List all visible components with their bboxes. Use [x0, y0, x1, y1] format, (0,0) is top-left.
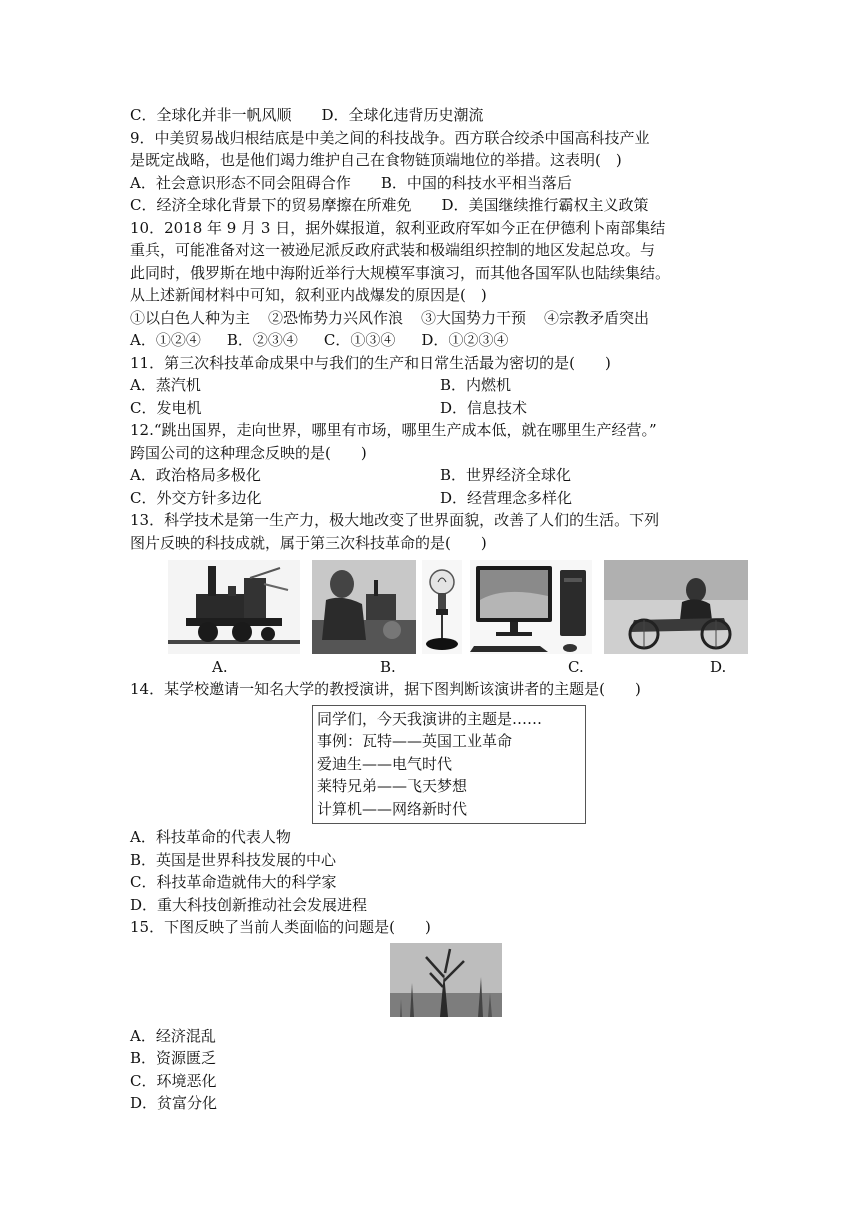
q10-item-4: ④宗教矛盾突出: [544, 308, 650, 327]
q13-caption-b: B.: [380, 658, 396, 676]
q15-stem: 15．下图反映了当前人类面临的问题是( ): [130, 918, 431, 936]
q11-options-ab: [130, 374, 730, 397]
q10-stem-line1: 10．2018 年 9 月 3 日，据外媒报道，叙利亚政府军如今正在伊德利卜南部集结: [130, 218, 666, 237]
q14-option-d: D．重大科技创新推动社会发展进程: [130, 895, 368, 914]
q10-stem-line4: 从上述新闻材料中可知，叙利亚内战爆发的原因是( ): [130, 286, 487, 304]
q12-options-ab: [130, 464, 730, 487]
q9-options-ab: [130, 172, 730, 195]
q11-option-a: A．蒸汽机: [130, 376, 201, 394]
light-bulb-photo: [422, 560, 462, 654]
locomotive-photo: [168, 560, 300, 654]
q10-option-c: C．①③④: [323, 331, 396, 349]
q14-box-line: 计算机——网络新时代: [317, 799, 468, 818]
q10-stem-line3: 此同时，俄罗斯在地中海附近举行大规模军事演习，而其他各国军队也陆续集结。: [130, 263, 671, 282]
q10-item-1: ①以白色人种为主: [130, 308, 251, 327]
q13-caption-c: C.: [568, 658, 584, 676]
q9-options-cd: [130, 194, 730, 217]
q11-option-c: C．发电机: [130, 398, 202, 417]
q14-box-line: 同学们，今天我演讲的主题是……: [317, 709, 543, 728]
q13-captions: [130, 656, 730, 678]
early-car-photo: [604, 560, 748, 654]
dead-tree-photo: [390, 943, 502, 1017]
q13-caption-d: D.: [710, 658, 727, 676]
q8-option-c: C．全球化并非一帆风顺: [130, 106, 292, 124]
q12-options-cd: [130, 487, 730, 510]
q9-stem-line1: 9．中美贸易战归根结底是中美之间的科技战争。西方联合绞杀中国高科技产业: [130, 128, 650, 147]
q12-stem-line1: 12.“跳出国界，走向世界，哪里有市场，哪里生产成本低，就在哪里生产经营。”: [130, 421, 657, 439]
q9-option-c: C．经济全球化背景下的贸易摩擦在所难免: [130, 196, 412, 214]
q12-option-c: C．外交方针多边化: [130, 488, 262, 507]
q10-options: [130, 329, 730, 352]
q13-stem-line1: 13．科学技术是第一生产力，极大地改变了世界面貌，改善了人们的生活。下列: [130, 511, 660, 529]
q14-box-line: 莱特兄弟——飞天梦想: [317, 777, 468, 795]
q10-item-3: ③大国势力干预: [421, 308, 527, 327]
computer-photo: [470, 560, 592, 654]
q13-caption-a: A.: [212, 658, 228, 676]
q13-stem-line2: 图片反映的科技成就，属于第三次科技革命的是( ): [130, 533, 487, 552]
q9-option-d: D．美国继续推行霸权主义政策: [441, 196, 649, 214]
q10-option-b: B．②③④: [226, 331, 298, 349]
q14-speech-box: [312, 705, 586, 825]
q10-option-d: D．①②③④: [421, 331, 509, 349]
q11-option-b: B．内燃机: [440, 376, 512, 394]
q15-option-a: A．经济混乱: [130, 1026, 216, 1045]
q9-option-a: A．社会意识形态不同会阻碍合作: [130, 173, 351, 192]
q12-option-b: B．世界经济全球化: [440, 466, 572, 484]
q11-option-d: D．信息技术: [440, 398, 528, 417]
q12-stem-line2: 跨国公司的这种理念反映的是( ): [130, 443, 367, 462]
q14-box-line: 事例：瓦特——英国工业革命: [317, 732, 513, 750]
edison-photo: [312, 560, 416, 654]
q15-option-b: B．资源匮乏: [130, 1049, 217, 1067]
q15-option-c: C．环境恶化: [130, 1071, 217, 1090]
q12-option-a: A．政治格局多极化: [130, 466, 261, 484]
q8-options-cd: [130, 104, 730, 127]
q14-option-b: B．英国是世界科技发展的中心: [130, 850, 337, 869]
q12-option-d: D．经营理念多样化: [440, 488, 573, 507]
q14-stem: 14．某学校邀请一知名大学的教授演讲，据下图判断该演讲者的主题是( ): [130, 680, 641, 698]
q14-box-line: 爱迪生——电气时代: [317, 754, 453, 773]
q14-option-c: C．科技革命造就伟大的科学家: [130, 873, 337, 891]
q14-option-a: A．科技革命的代表人物: [130, 828, 291, 846]
q11-stem: 11．第三次科技革命成果中与我们的生产和日常生活最为密切的是( ): [130, 353, 611, 372]
q11-options-cd: [130, 397, 730, 420]
q9-option-b: B．中国的科技水平相当落后: [380, 173, 572, 192]
q13-image-row: [130, 560, 730, 656]
q15-option-d: D．贫富分化: [130, 1094, 218, 1112]
exam-page: [130, 104, 730, 1115]
q10-item-2: ②恐怖势力兴风作浪: [268, 308, 404, 327]
q10-stem-line2: 重兵，可能准备对这一被逊尼派反政府武装和极端组织控制的地区发起总攻。与: [130, 241, 656, 259]
q10-items: [130, 307, 730, 330]
q9-stem-line2: 是既定战略，也是他们竭力维护自己在食物链顶端地位的举措。这表明( ): [130, 151, 622, 169]
q8-option-d: D．全球化违背历史潮流: [321, 106, 484, 124]
q10-option-a: A．①②④: [130, 331, 201, 349]
